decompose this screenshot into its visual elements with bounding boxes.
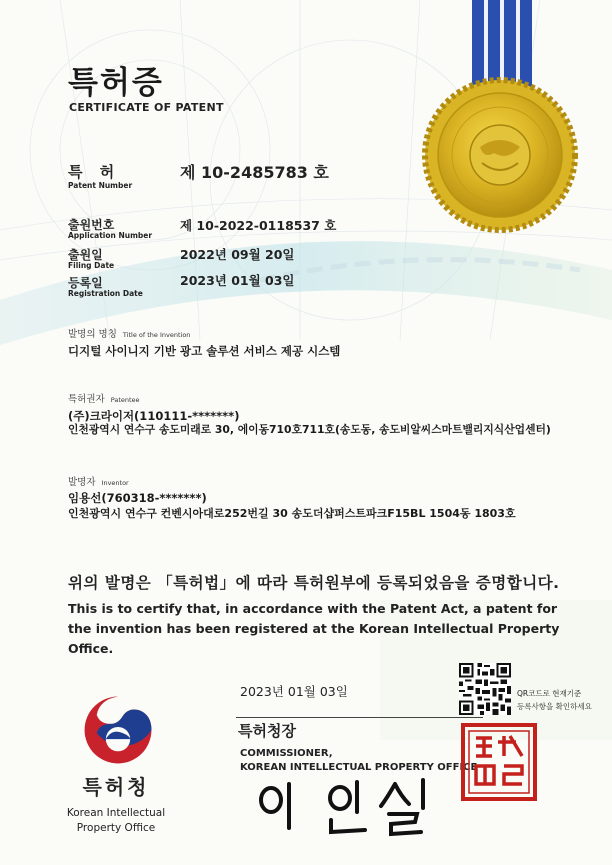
inventor-address: 인천광역시 연수구 컨벤시아대로252번길 30 송도더샵퍼스트파크F15BL 1504동 1803호 <box>68 507 516 520</box>
certification-statement-en: This is to certify that, in accordance with the Patent Act, a patent for the invention has been registered at the Korean Intellectual Property Office. <box>68 601 560 656</box>
invention-title-label <box>68 326 190 340</box>
commissioner-divider <box>236 717 483 718</box>
patentee-label <box>68 391 140 405</box>
inventor-name: 임용선(760318-*******) <box>68 491 207 505</box>
certification-statement-ko: 위의 발명은 「특허법」에 따라 특허원부에 등록되었음을 증명합니다. <box>68 574 560 592</box>
gold-seal-icon <box>420 75 580 235</box>
qr-instruction-line2: 등록사항을 확인하세요 <box>517 702 592 711</box>
commissioner-title-en-2: KOREAN INTELLECTUAL PROPERTY OFFICE <box>240 762 478 773</box>
office-name-en-2: Property Office <box>76 822 156 834</box>
filing-date-label-en: Filing Date <box>68 261 115 270</box>
patentee-label-en: Patentee <box>110 396 140 404</box>
patentee-name: (주)크라이저(110111-*******) <box>68 409 240 423</box>
application-number-label-en: Application Number <box>68 231 153 240</box>
qr-code-icon <box>459 663 511 715</box>
certificate-title: 특허증 <box>68 65 164 101</box>
registration-date: 2023년 01월 03일 <box>180 273 295 288</box>
invention-title: 디지털 사이니지 기반 광고 솔루션 서비스 제공 시스템 <box>68 344 341 358</box>
issue-date: 2023년 01월 03일 <box>240 684 348 699</box>
patent-number-label-en: Patent Number <box>68 181 133 190</box>
filing-date: 2022년 09월 20일 <box>180 247 295 262</box>
certificate-title-en: CERTIFICATE OF PATENT <box>69 101 224 114</box>
application-number: 제 10-2022-0118537 호 <box>180 218 337 233</box>
office-name: 특허청 <box>82 775 150 799</box>
patentee-address: 인천광역시 연수구 송도미래로 30, 에이동710호711호(송도동, 송도비알씨스마트밸리지식산업센터) <box>68 423 551 436</box>
invention-title-label-en: Title of the Invention <box>122 331 191 339</box>
official-stamp-icon <box>460 722 538 802</box>
registration-date-label: 등록일 <box>68 276 103 290</box>
invention-title-label-ko: 발명의 명칭 <box>68 329 117 340</box>
inventor-label-ko: 발명자 <box>68 477 96 488</box>
inventor-label <box>68 474 129 488</box>
patent-number: 제 10-2485783 호 <box>180 163 329 182</box>
patent-number-label: 특 허 <box>68 163 121 181</box>
filing-date-label: 출원일 <box>68 248 103 262</box>
commissioner-title-en-1: COMMISSIONER, <box>240 748 333 759</box>
qr-instruction-line1: QR코드로 현재기준 <box>517 689 582 698</box>
registration-date-label-en: Registration Date <box>68 289 143 298</box>
kipo-emblem-icon <box>80 692 156 768</box>
application-number-label: 출원번호 <box>68 218 115 232</box>
commissioner-title: 특허청장 <box>238 722 296 740</box>
inventor-label-en: Inventor <box>101 479 129 487</box>
office-name-en-1: Korean Intellectual <box>66 807 166 819</box>
commissioner-signature-icon <box>255 778 445 840</box>
patentee-label-ko: 특허권자 <box>68 394 105 405</box>
